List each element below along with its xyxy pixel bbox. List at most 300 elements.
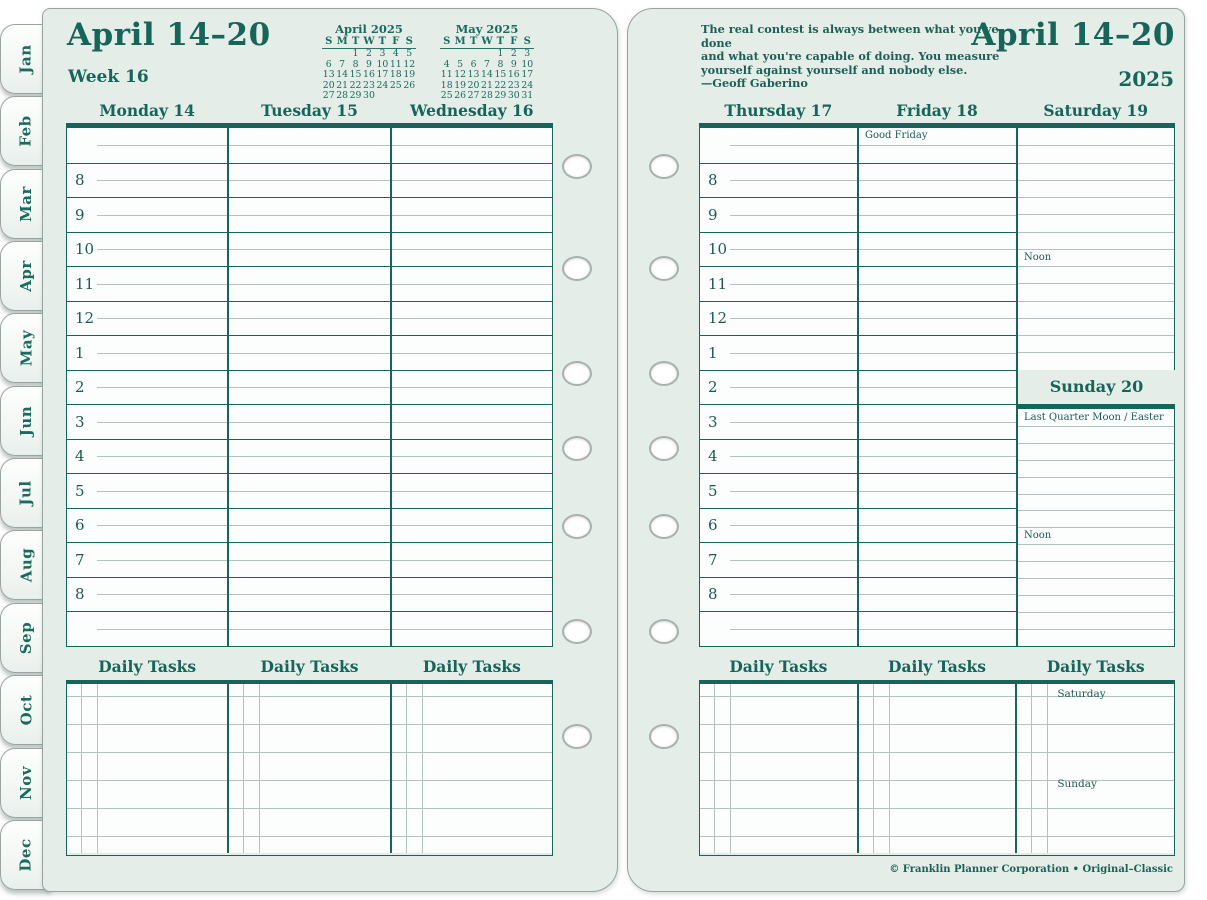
mini-calendar-day (467, 49, 480, 60)
half-hour-line (229, 215, 389, 216)
mini-calendar-day: 22 (349, 79, 362, 91)
task-saturday-label: Saturday (1057, 688, 1106, 700)
mini-calendar-day: 17 (521, 69, 534, 81)
half-hour-line (730, 560, 857, 561)
binder-hole (562, 436, 592, 461)
month-tab-label: Sep (17, 621, 35, 654)
copyright-footer: © Franklin Planner Corporation • Original–Classic (889, 864, 1173, 875)
hour-label: 7 (75, 550, 85, 569)
task-ruled-line (229, 724, 389, 725)
mini-calendar-day: 25 (389, 79, 402, 91)
task-ruled-line (1017, 836, 1174, 837)
hour-row (700, 128, 857, 163)
task-ruled-line (67, 696, 227, 697)
hour-label: 8 (75, 171, 85, 190)
hour-row (229, 508, 389, 543)
task-sunday-label: Sunday (1057, 778, 1097, 790)
half-hour-line (730, 145, 857, 146)
task-ruled-line (1017, 752, 1174, 753)
half-hour-line (392, 249, 552, 250)
hour-row (859, 163, 1016, 198)
day-column (390, 128, 552, 646)
half-hour-line (392, 525, 552, 526)
hour-row (859, 508, 1016, 543)
ruled-line (1018, 595, 1174, 596)
task-ruled-line (392, 696, 552, 697)
half-hour-line (392, 353, 552, 354)
hour-row (700, 163, 857, 198)
ruled-line (1018, 510, 1174, 511)
month-tab-label: Oct (16, 694, 35, 726)
task-ruled-line (229, 752, 389, 753)
half-hour-line (859, 525, 1016, 526)
daily-tasks-header: Daily Tasks (422, 657, 521, 676)
hour-row (392, 163, 552, 198)
mini-calendar-day: 20 (322, 79, 335, 91)
ruled-line (1018, 426, 1174, 427)
hour-row (229, 335, 389, 370)
task-check-column-line (730, 684, 731, 853)
mini-calendar-dow: W (481, 36, 493, 47)
mini-calendar-dow: S (325, 36, 333, 47)
binder-hole (562, 619, 592, 644)
hour-label: 10 (708, 240, 728, 259)
mini-calendar-day: 13 (467, 69, 480, 81)
half-hour-line (229, 629, 389, 630)
mini-calendar-day: 29 (349, 90, 362, 102)
task-check-column-line (243, 684, 244, 853)
day-column (67, 128, 227, 646)
ruled-line (1018, 477, 1174, 478)
mini-calendar-day (335, 49, 348, 60)
hour-row (229, 301, 389, 336)
mini-calendar-day: 13 (322, 69, 335, 81)
quote-line: and what you're capable of doing. You measure (701, 49, 1000, 64)
half-hour-line (97, 629, 227, 630)
mini-calendar-day: 30 (363, 90, 375, 102)
month-tab-label: Jul (16, 480, 35, 506)
hour-label: 1 (75, 343, 85, 362)
mini-calendar-title: May 2025 (455, 22, 519, 36)
hour-row (392, 197, 552, 232)
left-day-headers (66, 101, 553, 120)
task-ruled-line (67, 724, 227, 725)
mini-calendar-day: 7 (484, 58, 490, 70)
hour-row (67, 404, 227, 439)
hour-label: 12 (75, 309, 95, 328)
left-hour-grid (66, 123, 553, 647)
left-page (42, 8, 618, 892)
hour-row (859, 128, 1016, 163)
mini-calendar-day: 18 (440, 79, 453, 91)
ruled-line (1018, 629, 1174, 630)
half-hour-line (97, 318, 227, 319)
half-hour-line (859, 491, 1016, 492)
hour-row (229, 197, 389, 232)
hour-row (229, 611, 389, 646)
daily-tasks-header: Daily Tasks (888, 657, 986, 676)
weekend-column (1016, 128, 1175, 646)
hour-row (392, 232, 552, 267)
month-tab-label: Jan (16, 44, 35, 74)
task-ruled-line (859, 780, 1016, 781)
ruled-line (1018, 249, 1174, 250)
hour-row (859, 232, 1016, 267)
hour-row (67, 128, 227, 163)
task-check-column-line (1031, 684, 1032, 853)
mini-calendar-day: 4 (443, 58, 450, 70)
hour-row (392, 266, 552, 301)
mini-calendar-dow: S (405, 36, 413, 47)
mini-calendar-day: 23 (507, 79, 520, 91)
mini-calendar-day: 10 (376, 58, 389, 70)
mini-calendar-day: 3 (524, 48, 531, 59)
half-hour-line (392, 629, 552, 630)
task-ruled-line (229, 780, 389, 781)
binder-hole (649, 154, 679, 179)
half-hour-line (859, 422, 1016, 423)
mini-calendar-day: 17 (376, 69, 389, 81)
hour-row (700, 370, 857, 405)
month-tab-label: Dec (17, 838, 35, 872)
hour-row (67, 542, 227, 577)
month-tab-label: Nov (17, 765, 35, 800)
ruled-line (1018, 544, 1174, 545)
binder-hole (649, 514, 679, 539)
task-ruled-line (392, 752, 552, 753)
half-hour-line (229, 560, 389, 561)
half-hour-line (859, 145, 1016, 146)
ruled-line (1018, 561, 1174, 562)
task-ruled-line (700, 780, 857, 781)
half-hour-line (229, 456, 389, 457)
month-tab-label: Aug (16, 548, 35, 583)
right-page-title: April 14–20 (971, 17, 1175, 53)
day-column (857, 128, 1016, 646)
task-column (1015, 684, 1174, 853)
mini-calendar-dow: T (496, 36, 505, 47)
ruled-line (1018, 527, 1174, 528)
hour-row (67, 439, 227, 474)
task-check-column-line (422, 684, 423, 853)
hour-row (392, 439, 552, 474)
ruled-line (1018, 318, 1174, 319)
half-hour-line (97, 353, 227, 354)
ruled-line (1018, 460, 1174, 461)
mini-calendar-day: 27 (322, 90, 335, 102)
task-ruled-line (859, 696, 1016, 697)
half-hour-line (97, 525, 227, 526)
hour-row (700, 404, 857, 439)
day-header-thursday: Thursday 17 (724, 101, 833, 120)
mini-calendar-day: 4 (392, 48, 399, 59)
mini-calendar-day: 11 (389, 58, 402, 70)
mini-calendar-day (322, 49, 335, 60)
mini-calendar-dow: F (392, 36, 400, 47)
hour-row (229, 128, 389, 163)
mini-calendar-day: 30 (507, 90, 520, 102)
hour-row (859, 301, 1016, 336)
half-hour-line (97, 456, 227, 457)
grid-body (700, 128, 1175, 646)
task-ruled-line (700, 724, 857, 725)
hour-row (392, 335, 552, 370)
ruled-line (1018, 352, 1174, 353)
mini-calendar-day: 28 (336, 90, 349, 102)
day-column (700, 128, 857, 646)
half-hour-line (229, 318, 389, 319)
half-hour-line (97, 145, 227, 146)
ruled-line (1018, 266, 1174, 267)
hour-label: 4 (75, 447, 85, 466)
mini-calendar-day: 24 (376, 79, 389, 91)
task-ruled-line (392, 836, 552, 837)
mini-calendar-dow: F (510, 36, 518, 47)
task-ruled-line (229, 696, 389, 697)
task-ruled-line (859, 752, 1016, 753)
mini-calendar-day: 31 (521, 90, 534, 102)
hour-row (67, 163, 227, 198)
hour-row (700, 473, 857, 508)
half-hour-line (392, 387, 552, 388)
mini-calendar-day: 6 (470, 58, 477, 70)
half-hour-line (730, 491, 857, 492)
binder-hole (649, 436, 679, 461)
mini-calendar-day: 5 (457, 58, 464, 70)
mini-calendar-week (440, 49, 534, 60)
hour-label: 8 (708, 171, 718, 190)
hour-row (67, 473, 227, 508)
sunday-top-note: Last Quarter Moon / Easter (1024, 412, 1164, 423)
binder-hole (562, 514, 592, 539)
task-check-column-line (889, 684, 890, 853)
hour-row (67, 232, 227, 267)
mini-calendar-dow: T (469, 36, 478, 47)
half-hour-line (859, 318, 1016, 319)
half-hour-line (859, 249, 1016, 250)
left-page-title: April 14–20 (67, 17, 271, 53)
mini-calendar-day (453, 49, 466, 60)
month-tab-label: Apr (17, 260, 35, 292)
mini-calendar-day: 2 (366, 48, 372, 59)
binder-hole (649, 256, 679, 281)
half-hour-line (97, 284, 227, 285)
half-hour-line (730, 353, 857, 354)
mini-calendar-day: 15 (494, 69, 507, 81)
hour-row (229, 370, 389, 405)
mini-calendar-day: 7 (339, 58, 346, 70)
mini-calendar-day: 12 (454, 69, 467, 81)
hour-row (67, 266, 227, 301)
day-header-friday: Friday 18 (896, 101, 978, 120)
hour-row (229, 542, 389, 577)
hour-row (392, 473, 552, 508)
hour-label: 3 (75, 412, 85, 431)
daily-tasks-header: Daily Tasks (260, 657, 359, 676)
hour-row (67, 508, 227, 543)
half-hour-line (97, 215, 227, 216)
half-hour-line (97, 422, 227, 423)
right-hour-grid (699, 123, 1175, 647)
hour-row (859, 542, 1016, 577)
year-label: 2025 (1118, 67, 1174, 91)
half-hour-line (730, 318, 857, 319)
ruled-line (1018, 180, 1174, 181)
hour-row (67, 577, 227, 612)
day-header-monday: Monday 14 (99, 101, 195, 120)
hour-label: 2 (708, 378, 718, 397)
half-hour-line (730, 215, 857, 216)
task-grid-body (67, 684, 552, 853)
mini-calendar-day: 27 (467, 90, 480, 102)
mini-calendar-day: 21 (336, 79, 349, 91)
mini-calendar-day: 9 (366, 58, 372, 70)
task-ruled-line (700, 808, 857, 809)
mini-calendar-day: 14 (336, 69, 349, 81)
binder-hole (649, 361, 679, 386)
week-label: Week 16 (68, 67, 149, 87)
hour-label: 2 (75, 378, 85, 397)
hour-row (700, 301, 857, 336)
hour-row (67, 301, 227, 336)
mini-calendar-day: 19 (454, 79, 467, 91)
hour-row (700, 266, 857, 301)
mini-calendar-day: 1 (497, 48, 504, 59)
ruled-line (1018, 612, 1174, 613)
right-day-headers (699, 101, 1175, 120)
hour-label: 5 (708, 481, 718, 500)
daily-tasks-header: Daily Tasks (1046, 657, 1145, 676)
half-hour-line (392, 491, 552, 492)
task-ruled-line (859, 836, 1016, 837)
task-column (390, 684, 552, 853)
half-hour-line (859, 456, 1016, 457)
quote-attribution: —Geoff Gaberino (701, 76, 808, 91)
hour-row (859, 335, 1016, 370)
half-hour-line (859, 284, 1016, 285)
hour-label: 11 (708, 274, 728, 293)
mini-calendar-day: 26 (403, 79, 416, 91)
half-hour-line (730, 629, 857, 630)
quote-line: The real contest is always between what you've done (701, 22, 999, 50)
half-hour-line (97, 387, 227, 388)
hour-row (700, 508, 857, 543)
half-hour-line (392, 284, 552, 285)
ruled-line (1018, 443, 1174, 444)
hour-label: 8 (75, 585, 85, 604)
mini-calendar-title: April 2025 (335, 22, 403, 36)
mini-calendar-day: 2 (510, 48, 517, 59)
mini-calendar-day: 23 (363, 79, 375, 91)
mini-calendar-day: 22 (494, 79, 507, 91)
task-column (227, 684, 389, 853)
half-hour-line (97, 560, 227, 561)
right-task-headers (699, 657, 1175, 676)
hour-label: 11 (75, 274, 95, 293)
hour-label: 3 (708, 412, 718, 431)
hour-row (859, 577, 1016, 612)
day-header-wednesday: Wednesday 16 (410, 101, 534, 120)
mini-calendar-dow: M (454, 36, 466, 47)
mini-calendar-day: 8 (497, 58, 504, 70)
ruled-line (1018, 494, 1174, 495)
mini-calendar-dow: T (378, 36, 387, 47)
mini-calendar-dow-row (440, 36, 534, 49)
ruled-line (1018, 232, 1174, 233)
mini-calendar-day: 25 (440, 90, 453, 102)
hour-row (700, 335, 857, 370)
hour-label: 6 (75, 516, 85, 535)
task-ruled-line (67, 808, 227, 809)
left-task-grid (66, 680, 553, 856)
hour-label: 8 (708, 585, 718, 604)
mini-calendar-day: 5 (406, 48, 413, 59)
hour-label: 4 (708, 447, 718, 466)
task-check-column-line (406, 684, 407, 853)
task-ruled-line (67, 780, 227, 781)
day-header-saturday: Saturday 19 (1043, 101, 1149, 120)
half-hour-line (859, 629, 1016, 630)
half-hour-line (229, 491, 389, 492)
hour-row (700, 232, 857, 267)
half-hour-line (229, 145, 389, 146)
month-tab-label: Mar (16, 185, 35, 222)
half-hour-line (730, 456, 857, 457)
hour-row (67, 335, 227, 370)
half-hour-line (730, 284, 857, 285)
binder-hole (562, 361, 592, 386)
half-hour-line (730, 594, 857, 595)
hour-row (859, 370, 1016, 405)
hour-row (392, 370, 552, 405)
mini-calendar (440, 23, 534, 102)
half-hour-line (392, 180, 552, 181)
half-hour-line (859, 594, 1016, 595)
sunday-noon-note: Noon (1024, 530, 1052, 541)
day-column (227, 128, 389, 646)
mini-calendar-day: 20 (467, 79, 480, 91)
saturday-noon-note: Noon (1024, 252, 1052, 263)
mini-calendar-day: 10 (521, 58, 534, 70)
hour-row (67, 370, 227, 405)
mini-calendar-dow: W (363, 36, 375, 47)
hour-row (229, 266, 389, 301)
task-ruled-line (1017, 724, 1174, 725)
ruled-line (1018, 578, 1174, 579)
mini-calendar-day: 21 (481, 79, 493, 91)
daily-tasks-header: Daily Tasks (98, 657, 197, 676)
half-hour-line (392, 594, 552, 595)
task-column (700, 684, 857, 853)
half-hour-line (229, 525, 389, 526)
binder-hole (649, 724, 679, 749)
half-hour-line (97, 491, 227, 492)
hour-label: 1 (708, 343, 718, 362)
sunday-header: Sunday 20 (1049, 377, 1144, 397)
hour-row (700, 439, 857, 474)
mini-calendar-day: 18 (389, 69, 402, 81)
half-hour-line (859, 180, 1016, 181)
hour-row (229, 232, 389, 267)
task-ruled-line (229, 836, 389, 837)
half-hour-line (859, 387, 1016, 388)
hour-row (392, 577, 552, 612)
mini-calendar (322, 23, 416, 102)
mini-calendar-day: 9 (510, 58, 517, 70)
month-tab-label: Feb (17, 115, 35, 148)
mini-calendar-day: 8 (352, 58, 359, 70)
task-ruled-line (392, 808, 552, 809)
